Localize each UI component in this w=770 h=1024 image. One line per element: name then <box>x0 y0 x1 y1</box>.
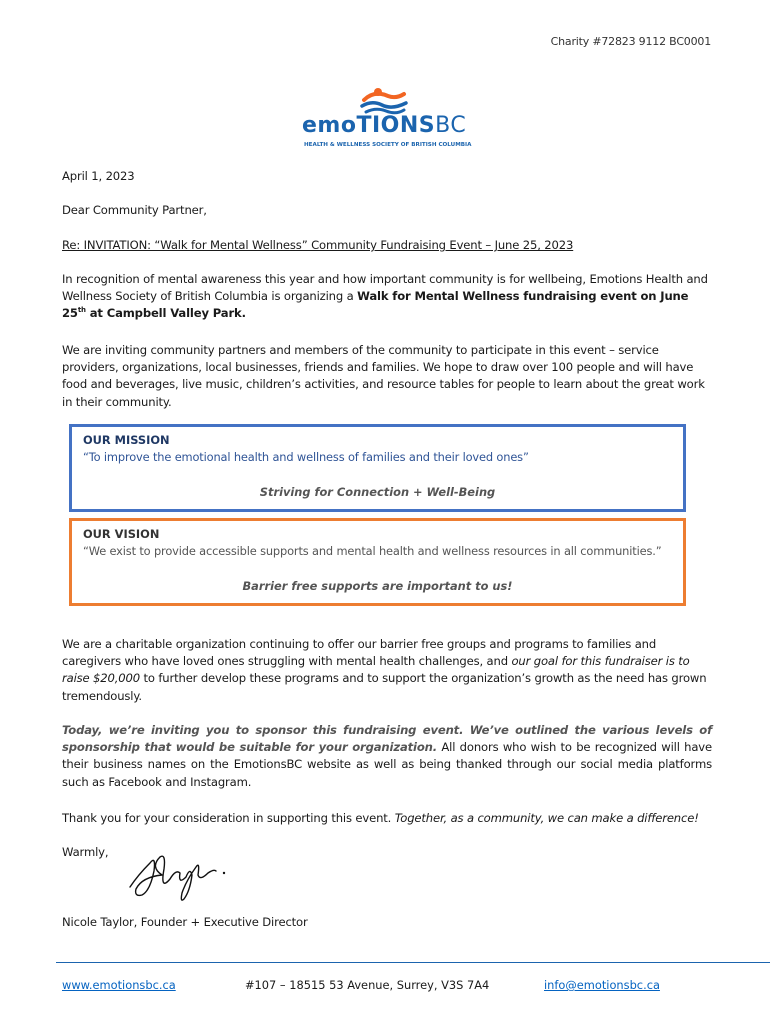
vision-title: OUR VISION <box>83 527 160 541</box>
logo-word-main: emoTIONS <box>302 113 436 138</box>
logo-wordmark <box>302 113 466 138</box>
signature-image <box>120 845 235 905</box>
signer-name: Nicole Taylor, Founder + Executive Director <box>62 915 308 929</box>
event-location: at Campbell Valley Park. <box>85 306 246 321</box>
footer-divider <box>56 962 770 963</box>
paragraph-sponsor-text: All donors who wish to be recognized will have their business names on the EmotionsBC website as well as being thanked through our social media platforms such as Facebook and Instagram. <box>62 740 712 789</box>
paragraph-intro-text: In recognition of mental awareness this year and how important community is for wellbeing, Emotions Health and Wellness Society of British Columbia is organizing a <box>62 272 708 304</box>
charity-number: Charity #72823 9112 BC0001 <box>550 35 711 48</box>
paragraph-thanks <box>62 810 712 827</box>
letter-subject: Re: INVITATION: “Walk for Mental Wellness” Community Fundraising Event – June 25, 2023 <box>62 238 574 252</box>
letter-closing: Warmly, <box>62 845 109 859</box>
paragraph-intro <box>62 271 712 323</box>
mission-quote: “To improve the emotional health and wellness of families and their loved ones” <box>83 450 529 464</box>
sponsor-invite: Today, we’re inviting you to sponsor this fundraising event. We’ve outlined the various levels of sponsorship that would be suitable for your organization. <box>62 723 712 755</box>
paragraph-invite: We are inviting community partners and members of the community to participate in this event – service providers, organizations, local businesses, friends and families. We hope to draw over 100 people and will have food and beverages, live music, children’s activities, and resource tables for people to learn about the great work in their community. <box>62 343 705 409</box>
fundraising-goal: our goal for this fundraiser is to raise $20,000 <box>62 654 690 686</box>
mission-tagline: Striving for Connection + Well-Being <box>259 485 496 499</box>
waves-swimmer-logo-icon <box>360 86 410 116</box>
paragraph-charity-end: to further develop these programs and to support the organization’s growth as the need has grown tremendously. <box>62 671 707 703</box>
vision-tagline: Barrier free supports are important to us! <box>242 579 513 593</box>
emotionsbc-logo <box>300 86 470 154</box>
logo-word-bc: BC <box>435 113 467 138</box>
paragraph-charity-text: We are a charitable organization continuing to offer our barrier free groups and programs to families and caregivers who have loved ones struggling with mental health challenges, and <box>62 637 657 669</box>
paragraph-sponsor <box>62 722 712 791</box>
letter-greeting: Dear Community Partner, <box>62 203 207 217</box>
thanks-text: Thank you for your consideration in supporting this event. <box>62 811 395 825</box>
event-highlight: Walk for Mental Wellness fundraising event on June 25 <box>62 289 689 321</box>
letter-date: April 1, 2023 <box>62 169 135 183</box>
date-superscript: th <box>77 306 86 315</box>
logo-subtitle: HEALTH & WELLNESS SOCIETY OF BRITISH COLUMBIA <box>304 142 472 148</box>
mission-title: OUR MISSION <box>83 433 170 447</box>
paragraph-charity <box>62 636 712 705</box>
vision-box <box>69 518 686 606</box>
vision-quote: “We exist to provide accessible supports and mental health and wellness resources in all communities.” <box>83 544 662 558</box>
thanks-emphasis: Together, as a community, we can make a difference! <box>394 811 699 825</box>
footer-email-link[interactable]: info@emotionsbc.ca <box>544 978 660 992</box>
footer-address: #107 – 18515 53 Avenue, Surrey, V3S 7A4 <box>245 978 490 992</box>
footer-website-link[interactable]: www.emotionsbc.ca <box>62 978 176 992</box>
mission-box <box>69 424 686 512</box>
